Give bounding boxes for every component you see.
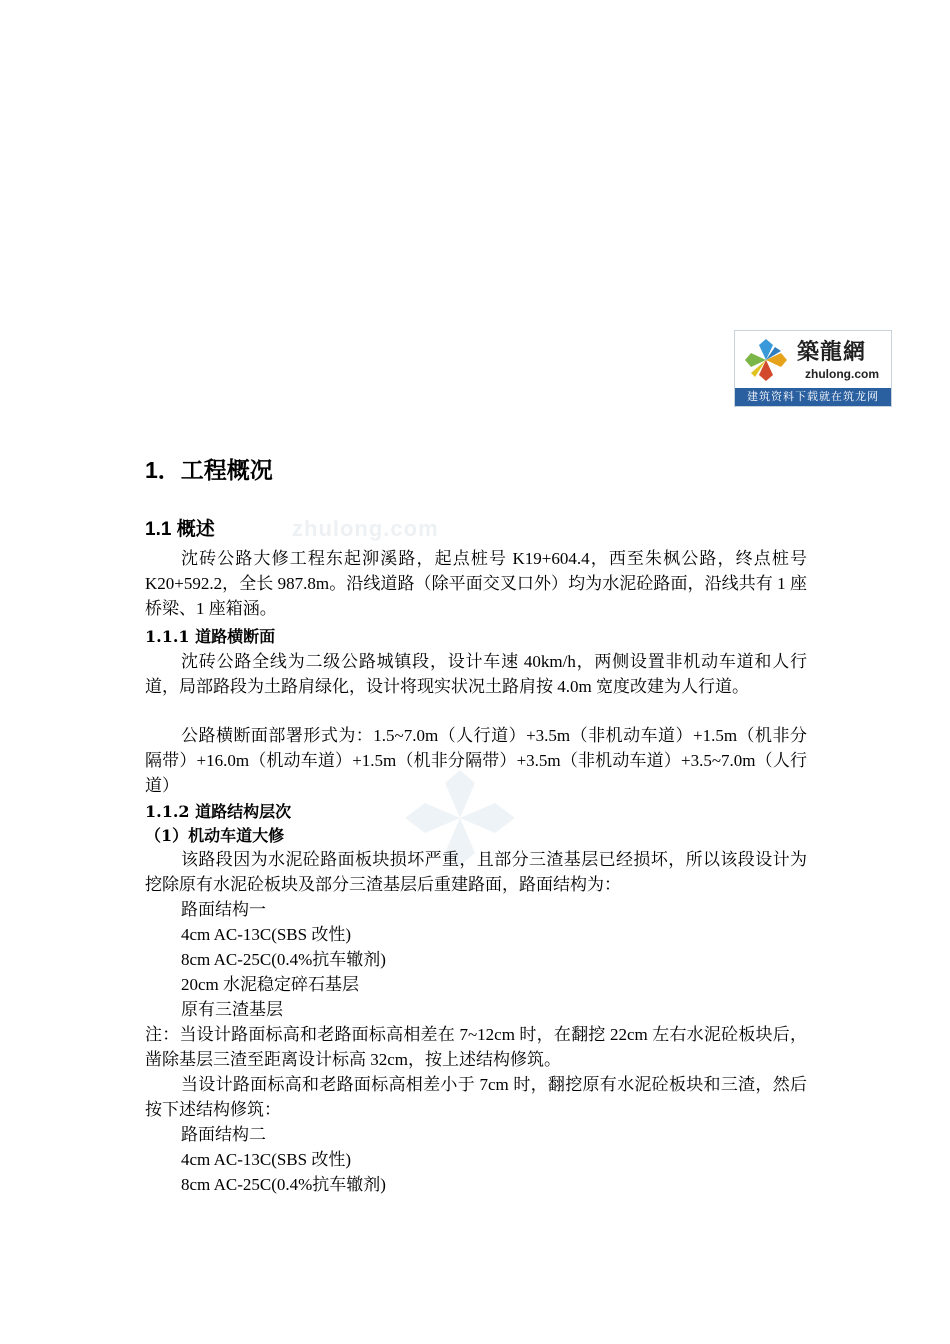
- logo-name-cn: 築龍網: [797, 340, 867, 365]
- alternate-condition-paragraph: 当设计路面标高和老路面标高相差小于 7cm 时，翻挖原有水泥砼板块和三渣，然后按下述结构修筑：: [145, 1075, 807, 1119]
- structure-1-layer-1: 4cm AC-13C(SBS 改性): [181, 925, 352, 944]
- watermark-text: zhulong.com: [292, 516, 439, 541]
- section-heading-1-1: 1.1 概述: [145, 519, 215, 540]
- cross-section-paragraph: 沈砖公路全线为二级公路城镇段，设计车速 40km/h，两侧设置非机动车道和人行道，局部路段为土路肩绿化，设计将现实状况土路肩按 4.0m 宽度改建为人行道。: [145, 652, 807, 696]
- structure-1-layer-3: 20cm 水泥稳定碎石基层: [181, 975, 360, 994]
- structure-2-title: 路面结构二: [181, 1125, 266, 1144]
- logo-slogan: 建筑资料下载就在筑龙网: [735, 388, 891, 406]
- structure-1-layer-2: 8cm AC-25C(0.4%抗车辙剂): [181, 950, 386, 969]
- structure-2-layer-1: 4cm AC-13C(SBS 改性): [181, 1150, 352, 1169]
- logo-domain: zhulong.com: [805, 367, 879, 381]
- cross-section-layout-paragraph: 公路横断面部署形式为：1.5~7.0m（人行道）+3.5m（非机动车道）+1.5m（机非分隔带）+16.0m（机动车道）+1.5m（机非分隔带）+3.5m（非机动车道）+3.5~7.0m（人行道）: [145, 726, 807, 795]
- section-heading-1-1-1: 1.1.1 道路横断面: [145, 627, 276, 646]
- zhulong-logo: [734, 330, 892, 407]
- subsection-heading-motor-lane: （1）机动车道大修: [145, 826, 285, 845]
- pinwheel-logo-icon: [739, 335, 793, 385]
- structure-2-layer-2: 8cm AC-25C(0.4%抗车辙剂): [181, 1175, 386, 1194]
- overview-paragraph: 沈砖公路大修工程东起泖溪路，起点桩号 K19+604.4，西至朱枫公路，终点桩号 K20+592.2，全长 987.8m。沿线道路（除平面交叉口外）均为水泥砼路面，沿线共有 1 座桥梁、1 座箱涵。: [145, 549, 807, 618]
- motor-lane-paragraph: 该路段因为水泥砼路面板块损坏严重，且部分三渣基层已经损坏，所以该段设计为挖除原有水泥砼板块及部分三渣基层后重建路面，路面结构为：: [145, 850, 807, 894]
- section-heading-1-1-2: 1.1.2 道路结构层次: [145, 802, 292, 821]
- structure-1-layer-4: 原有三渣基层: [181, 1000, 283, 1019]
- section-heading-1: 1．工程概况: [145, 457, 273, 483]
- structure-1-title: 路面结构一: [181, 900, 266, 919]
- note-paragraph: 注：当设计路面标高和老路面标高相差在 7~12cm 时，在翻挖 22cm 左右水泥砼板块后，凿除基层三渣至距离设计标高 32cm，按上述结构修筑。: [145, 1025, 807, 1069]
